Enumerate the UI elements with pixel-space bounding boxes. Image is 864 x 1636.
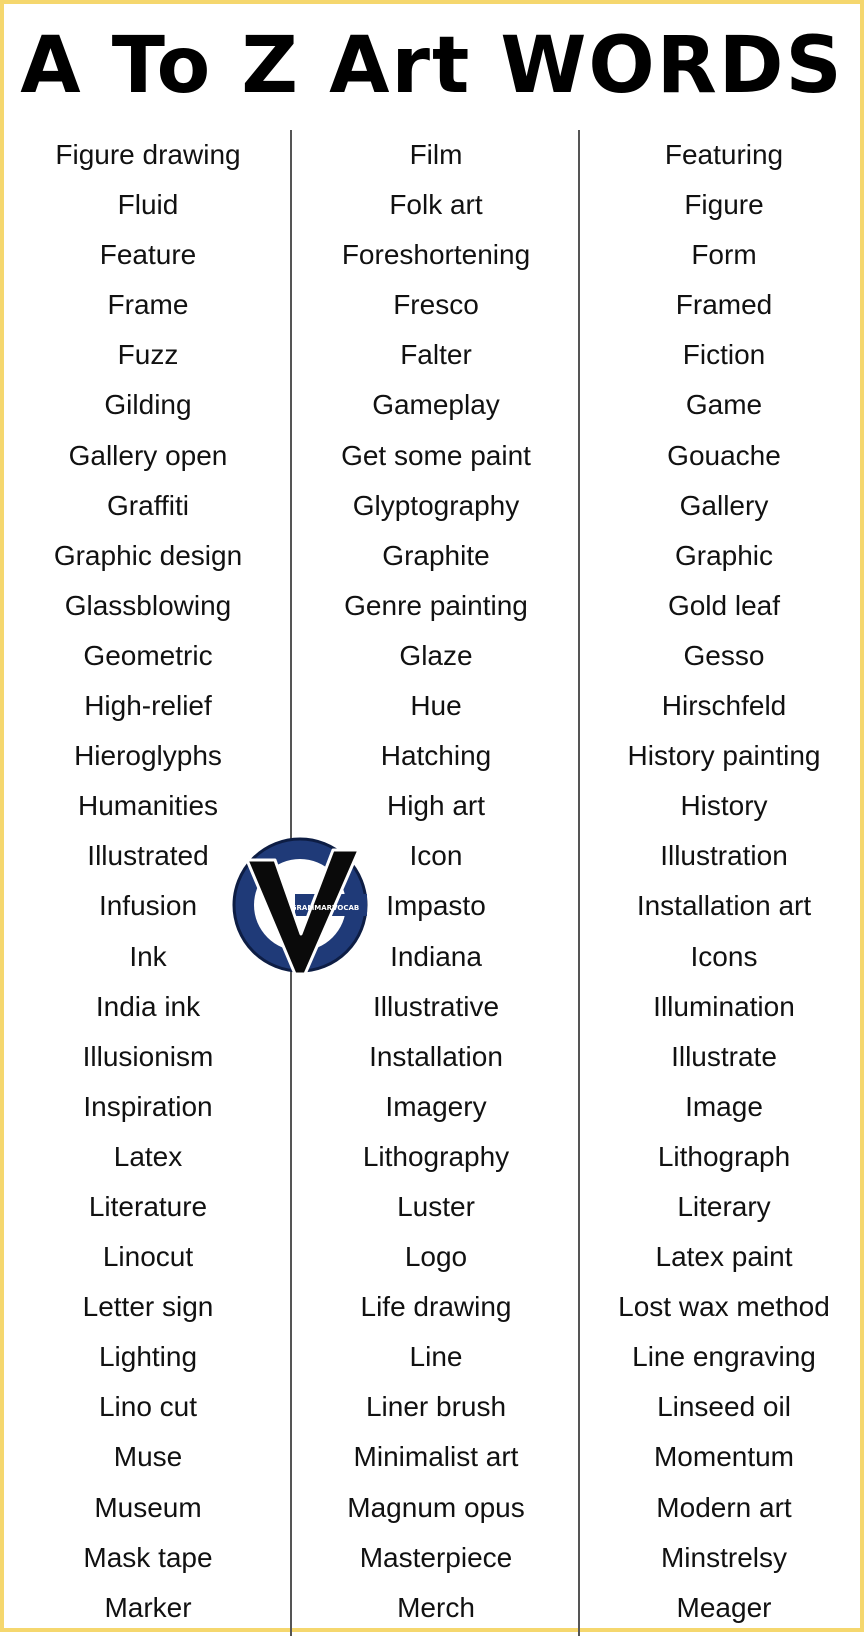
- word-item: History: [680, 790, 768, 822]
- word-item: Mask tape: [83, 1541, 213, 1573]
- word-column-3: [580, 130, 864, 1633]
- word-item: Magnum opus: [347, 1491, 525, 1523]
- word-item: Graphite: [382, 539, 490, 571]
- word-item: Featuring: [664, 139, 784, 170]
- word-item: Literature: [88, 1190, 208, 1222]
- word-item: Glyptography: [352, 489, 520, 521]
- word-item: Minstrelsy: [660, 1541, 787, 1573]
- word-item: High art: [386, 790, 486, 822]
- word-item: Latex paint: [655, 1241, 793, 1273]
- word-item: Lithography: [362, 1140, 510, 1172]
- word-item: Graphic design: [53, 539, 243, 571]
- word-item: Gallery open: [68, 439, 228, 471]
- word-item: Gouache: [667, 439, 781, 471]
- word-item: Installation art: [636, 890, 812, 922]
- word-item: Image: [685, 1090, 763, 1122]
- word-item: Liner brush: [365, 1391, 507, 1423]
- word-item: Game: [685, 389, 763, 421]
- word-item: Hatching: [380, 740, 492, 772]
- word-item: Illusionism: [82, 1040, 214, 1072]
- word-item: Line engraving: [632, 1341, 816, 1373]
- word-item: Impasto: [386, 890, 486, 922]
- word-item: Minimalist art: [353, 1441, 519, 1473]
- word-item: Gilding: [104, 389, 192, 421]
- word-item: Figure drawing: [55, 139, 241, 170]
- word-item: Gesso: [683, 639, 765, 671]
- word-item: History painting: [627, 740, 821, 772]
- word-item: Lost wax method: [618, 1291, 830, 1323]
- word-item: Feature: [99, 239, 197, 271]
- word-item: Fiction: [682, 339, 766, 371]
- word-item: Modern art: [656, 1491, 792, 1523]
- word-item: Meager: [676, 1591, 772, 1623]
- word-item: Form: [691, 239, 757, 271]
- word-item: Muse: [113, 1441, 183, 1473]
- word-item: Luster: [397, 1190, 475, 1222]
- grammarvocab-logo: [229, 832, 371, 978]
- word-item: Linocut: [102, 1241, 194, 1273]
- word-item: Inspiration: [83, 1090, 213, 1122]
- word-item: Life drawing: [360, 1291, 512, 1323]
- word-item: Infusion: [98, 890, 198, 922]
- word-item: Masterpiece: [359, 1541, 513, 1573]
- word-item: Installation: [369, 1040, 503, 1072]
- word-item: Lino cut: [98, 1391, 198, 1423]
- word-item: Hirschfeld: [661, 690, 787, 722]
- word-item: Fluid: [117, 189, 179, 221]
- word-item: Film: [409, 139, 463, 170]
- word-item: Icon: [409, 840, 463, 872]
- word-item: Indiana: [390, 940, 482, 972]
- word-columns: [4, 130, 860, 1636]
- word-item: Fresco: [393, 289, 479, 321]
- word-item: Foreshortening: [341, 239, 531, 271]
- word-item: Get some paint: [341, 439, 531, 471]
- word-item: Illustrated: [87, 840, 209, 872]
- word-item: Ink: [129, 940, 167, 972]
- word-item: Humanities: [77, 790, 219, 822]
- word-item: Logo: [404, 1241, 468, 1273]
- word-item: Illumination: [653, 990, 795, 1022]
- word-item: Gameplay: [372, 389, 500, 421]
- word-item: Figure: [684, 189, 764, 221]
- word-item: Glaze: [399, 639, 473, 671]
- word-item: Graffiti: [107, 489, 189, 521]
- word-item: Genre painting: [344, 589, 528, 621]
- logo-wordmark: GRAMMARVOCAB: [290, 904, 360, 912]
- word-item: Lighting: [98, 1341, 198, 1373]
- word-item: Imagery: [385, 1090, 487, 1122]
- page-title: A To Z Art WORDS: [20, 21, 844, 111]
- word-item: Line: [409, 1341, 463, 1373]
- word-item: Illustration: [660, 840, 788, 872]
- word-item: Falter: [400, 339, 472, 371]
- word-item: Geometric: [83, 639, 213, 671]
- word-item: Frame: [107, 289, 189, 321]
- word-item: Museum: [94, 1491, 202, 1523]
- word-item: Illustrate: [671, 1040, 777, 1072]
- word-item: Graphic: [674, 539, 774, 571]
- word-item: Momentum: [653, 1441, 795, 1473]
- word-item: Latex: [113, 1140, 183, 1172]
- word-item: Letter sign: [82, 1291, 214, 1323]
- word-item: Hue: [410, 690, 462, 722]
- word-item: Folk art: [389, 189, 483, 221]
- word-item: Lithograph: [657, 1140, 791, 1172]
- word-item: Gold leaf: [667, 589, 781, 621]
- word-item: Fuzz: [117, 339, 179, 371]
- word-item: Glassblowing: [64, 589, 232, 621]
- word-item: Literary: [677, 1190, 771, 1222]
- word-item: Merch: [397, 1591, 475, 1623]
- word-item: Illustrative: [372, 990, 500, 1022]
- word-item: Gallery: [679, 489, 769, 521]
- word-item: Icons: [690, 940, 758, 972]
- word-item: India ink: [95, 990, 201, 1022]
- word-item: High-relief: [84, 690, 212, 722]
- word-item: Marker: [104, 1591, 192, 1623]
- word-item: Hieroglyphs: [74, 740, 222, 772]
- word-item: Framed: [675, 289, 773, 321]
- word-item: Linseed oil: [657, 1391, 791, 1423]
